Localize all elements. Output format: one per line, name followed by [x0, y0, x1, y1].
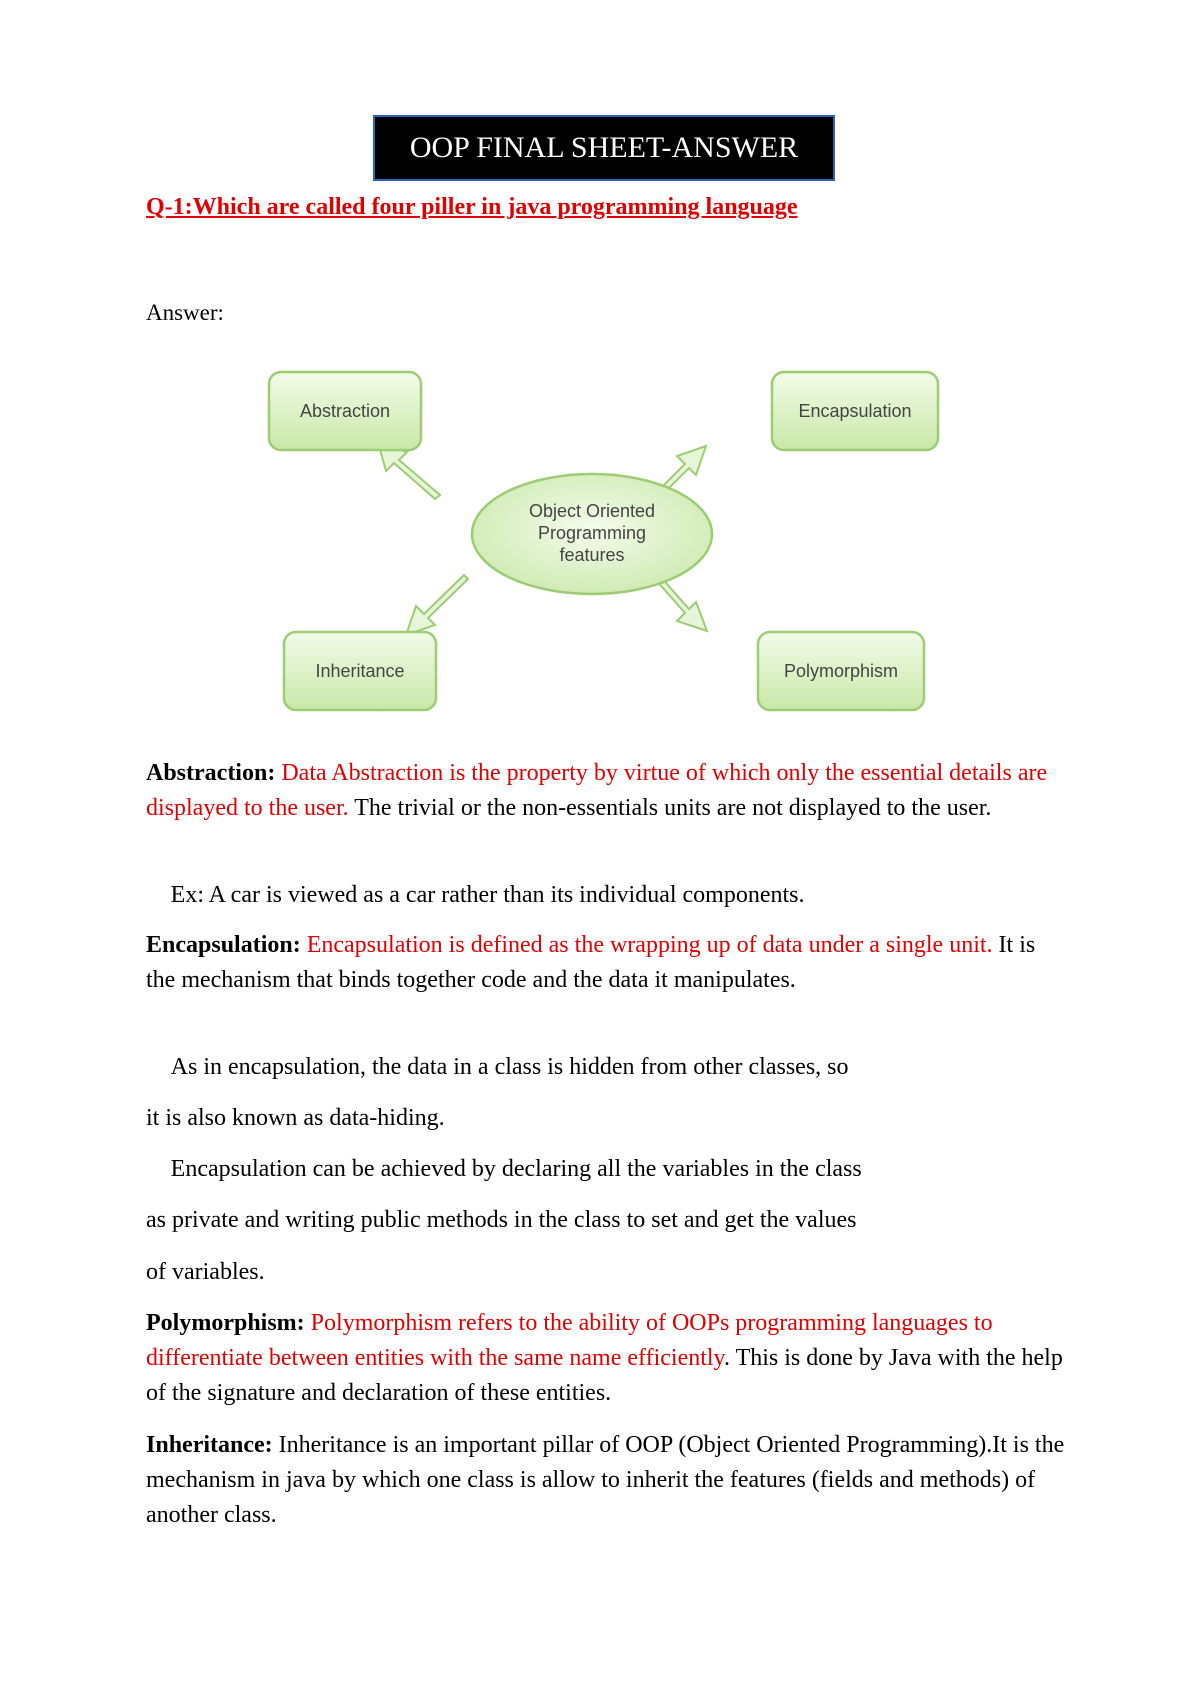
encapsulation-bullet-1-line-2: it is also known as data-hiding.: [146, 1105, 445, 1131]
abstraction-definition: Data Abstraction is the property by virtue of which only the essential details are displayed to the user.: [146, 760, 1048, 821]
encapsulation-bullet-2-line-2: as private and writing public methods in the class to set and get the values: [146, 1207, 857, 1233]
document-title: OOP FINAL SHEET-ANSWER: [373, 115, 835, 181]
polymorphism-paragraph: [146, 1306, 1066, 1411]
abstraction-example: Ex: A car is viewed as a car rather than its individual components.: [146, 882, 780, 908]
answer-label: Answer:: [146, 300, 224, 325]
polymorphism-definition: Polymorphism refers to the ability of OOPs programming languages to differentiate between entities with the same name efficiently: [146, 1310, 993, 1371]
center-label-line-3: features: [559, 545, 625, 565]
inheritance-detail: Inheritance is an important pillar of OOP (Object Oriented Programming).It is the mechanism in java by which one class is allow to inherit the features (fields and methods) of another class.: [146, 1432, 1065, 1528]
encapsulation-bullet-2-line-1: Encapsulation can be achieved by declaring all the variables in the class: [146, 1156, 838, 1182]
encapsulation-detail: It is the mechanism that binds together code and the data it manipulates.: [146, 932, 1036, 993]
oop-pillars-diagram: [255, 360, 955, 720]
question-heading: Q-1:Which are called four piller in java programming language: [146, 194, 798, 220]
encapsulation-definition: Encapsulation is defined as the wrapping up of data under a single unit.: [306, 932, 993, 958]
encapsulation-paragraph: [146, 928, 1066, 998]
polymorphism-term: Polymorphism:: [146, 1310, 305, 1336]
encapsulation-bullet-1-line-1: As in encapsulation, the data in a class is hidden from other classes, so: [146, 1054, 824, 1080]
center-label-line-1: Object Oriented: [528, 501, 656, 521]
center-label-line-2: Programming: [537, 523, 647, 543]
encapsulation-box-label: Encapsulation: [798, 401, 912, 421]
inheritance-box-label: Inheritance: [315, 661, 405, 681]
abstraction-term: Abstraction:: [146, 760, 276, 786]
polymorphism-detail: . This is done by Java with the help of the signature and declaration of these entities.: [146, 1345, 1063, 1406]
abstraction-detail: The trivial or the non-essentials units are not displayed to the user.: [354, 795, 992, 821]
polymorphism-box-label: Polymorphism: [783, 661, 899, 681]
encapsulation-bullet-2-line-3: of variables.: [146, 1259, 265, 1285]
encapsulation-term: Encapsulation:: [146, 932, 301, 958]
inheritance-term: Inheritance:: [146, 1432, 273, 1458]
inheritance-paragraph: [146, 1428, 1066, 1533]
arrow-to-inheritance: [406, 575, 468, 635]
abstraction-box-label: Abstraction: [299, 401, 391, 421]
abstraction-paragraph: [146, 756, 1066, 826]
